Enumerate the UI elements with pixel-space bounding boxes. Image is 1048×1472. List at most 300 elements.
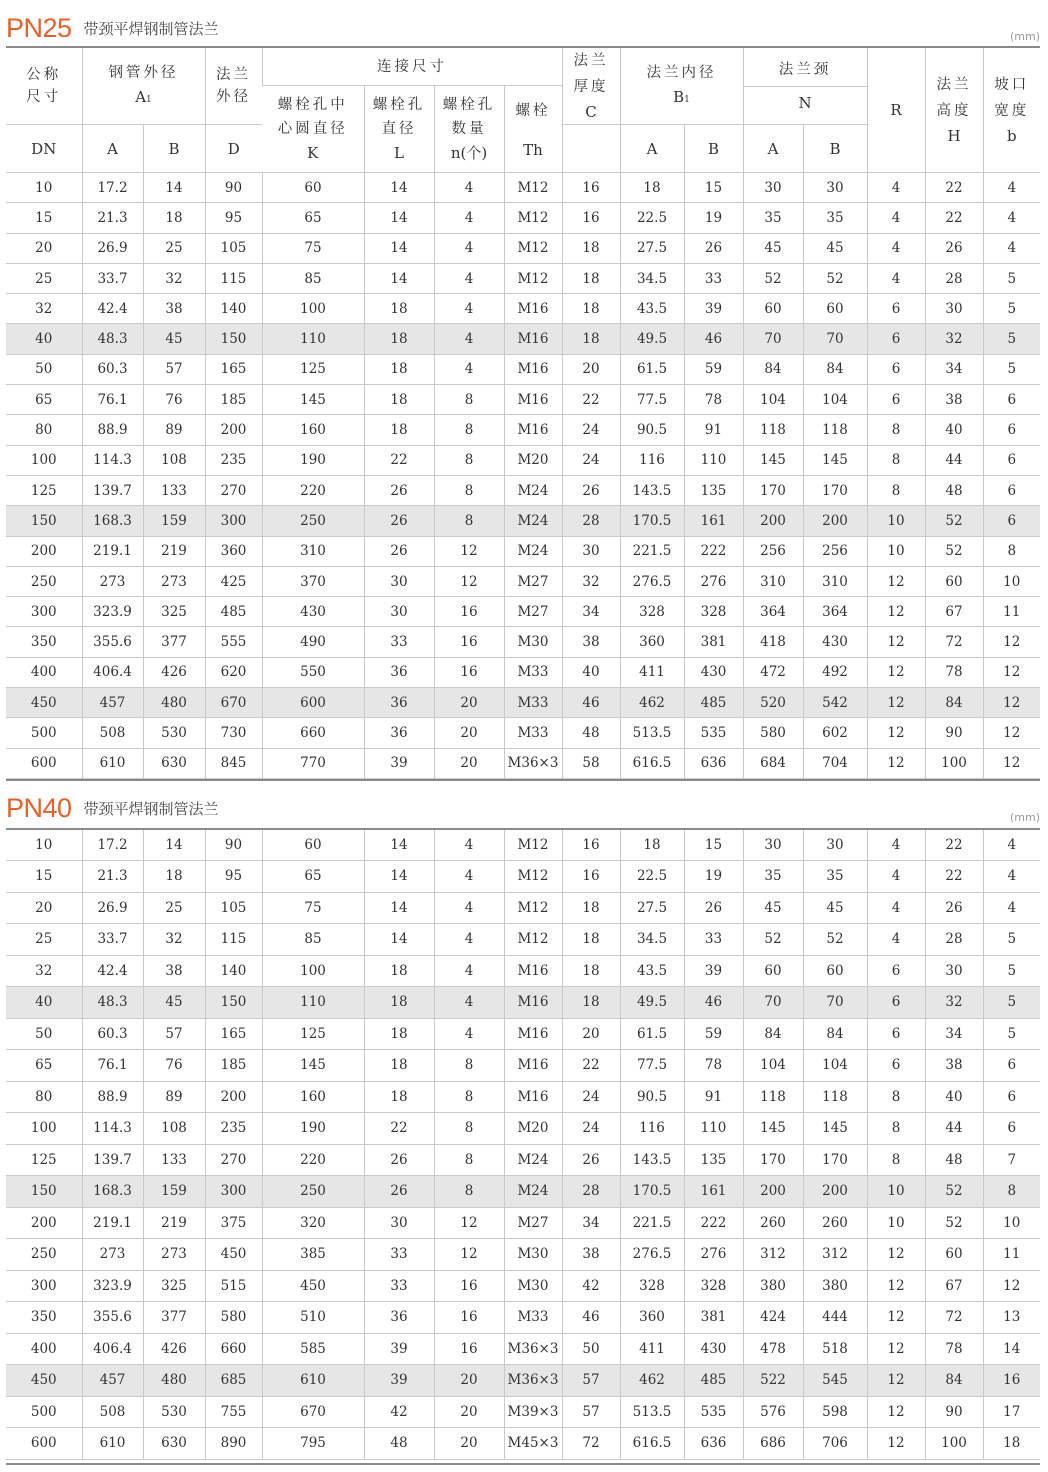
table-cell: 12 bbox=[867, 566, 925, 596]
table-cell: 14 bbox=[364, 861, 434, 893]
table-cell: M33 bbox=[504, 657, 562, 687]
table-cell: 18 bbox=[364, 1018, 434, 1050]
table-cell: 50 bbox=[6, 354, 82, 384]
table-cell: 580 bbox=[743, 718, 803, 748]
col-neck-b: B bbox=[803, 125, 867, 173]
table-cell: 515 bbox=[205, 1270, 262, 1302]
table-cell: 580 bbox=[205, 1302, 262, 1334]
table-cell: 450 bbox=[6, 1365, 82, 1397]
table-row bbox=[6, 1207, 1040, 1239]
table-cell: 36 bbox=[364, 718, 434, 748]
table-cell: 52 bbox=[925, 506, 983, 536]
table-cell: 100 bbox=[262, 955, 364, 987]
table-cell: 22 bbox=[925, 173, 983, 203]
table-cell: 385 bbox=[262, 1239, 364, 1271]
table-cell: 60 bbox=[262, 829, 364, 861]
table-cell: 50 bbox=[6, 1018, 82, 1050]
table-cell: 8 bbox=[434, 506, 504, 536]
table-cell: 26 bbox=[925, 233, 983, 263]
table-cell: 44 bbox=[925, 1113, 983, 1145]
table-cell: 45 bbox=[803, 233, 867, 263]
table-cell: 4 bbox=[867, 203, 925, 233]
table-cell: M16 bbox=[504, 385, 562, 415]
table-cell: M12 bbox=[504, 263, 562, 293]
table-cell: 270 bbox=[205, 475, 262, 505]
table-cell: 30 bbox=[364, 597, 434, 627]
col-pipe-b: B bbox=[143, 125, 205, 173]
table-cell: 150 bbox=[6, 506, 82, 536]
table-cell: M27 bbox=[504, 597, 562, 627]
table-cell: 500 bbox=[6, 718, 82, 748]
table-cell: 250 bbox=[6, 1239, 82, 1271]
table-cell: 22 bbox=[562, 385, 620, 415]
table-cell: 585 bbox=[262, 1333, 364, 1365]
table-cell: 6 bbox=[867, 354, 925, 384]
table-cell: 20 bbox=[434, 1365, 504, 1397]
table-cell: 139.7 bbox=[82, 475, 143, 505]
table-cell: 22 bbox=[364, 1113, 434, 1145]
table-cell: 145 bbox=[262, 385, 364, 415]
table-cell: M24 bbox=[504, 475, 562, 505]
table-cell: 104 bbox=[743, 1050, 803, 1082]
table-cell: 61.5 bbox=[620, 354, 684, 384]
table-cell: 576 bbox=[743, 1396, 803, 1428]
table-cell: 30 bbox=[364, 566, 434, 596]
table-cell: 52 bbox=[925, 536, 983, 566]
table-cell: 7 bbox=[983, 1144, 1040, 1176]
table-cell: 276.5 bbox=[620, 1239, 684, 1271]
table-cell: 60 bbox=[803, 294, 867, 324]
table-cell: 57 bbox=[143, 354, 205, 384]
table-cell: 5 bbox=[983, 924, 1040, 956]
table-cell: 11 bbox=[983, 597, 1040, 627]
table-cell: M30 bbox=[504, 627, 562, 657]
table-cell: 89 bbox=[143, 1081, 205, 1113]
table-cell: 704 bbox=[803, 748, 867, 778]
table-cell: 100 bbox=[925, 1428, 983, 1460]
table-cell: 220 bbox=[262, 475, 364, 505]
table-cell: 116 bbox=[620, 1113, 684, 1145]
table-cell: 40 bbox=[925, 415, 983, 445]
table-cell: M45×3 bbox=[504, 1428, 562, 1460]
col-flange-thickness: 法兰 厚度 C bbox=[562, 47, 620, 125]
table-cell: 161 bbox=[684, 1176, 743, 1208]
table-cell: 6 bbox=[867, 987, 925, 1019]
table-cell: 20 bbox=[434, 748, 504, 778]
table-cell: 12 bbox=[867, 748, 925, 778]
table-cell: 18 bbox=[620, 173, 684, 203]
table-cell: 105 bbox=[205, 892, 262, 924]
section-subtitle: 带颈平焊钢制管法兰 bbox=[83, 20, 219, 38]
table-cell: 10 bbox=[6, 829, 82, 861]
table-cell: 22.5 bbox=[620, 861, 684, 893]
table-row bbox=[6, 263, 1040, 293]
table-cell: 4 bbox=[434, 354, 504, 384]
table-cell: 8 bbox=[983, 536, 1040, 566]
table-cell: 160 bbox=[262, 1081, 364, 1113]
table-cell: 364 bbox=[803, 597, 867, 627]
table-cell: 26 bbox=[684, 892, 743, 924]
table-cell: 26.9 bbox=[82, 233, 143, 263]
table-cell: 355.6 bbox=[82, 1302, 143, 1334]
table-cell: 22 bbox=[925, 861, 983, 893]
table-cell: 33 bbox=[364, 627, 434, 657]
table-cell: 610 bbox=[82, 1428, 143, 1460]
col-id-a: A bbox=[620, 125, 684, 173]
table-cell: 8 bbox=[867, 445, 925, 475]
table-cell: 12 bbox=[434, 1207, 504, 1239]
table-cell: 33 bbox=[684, 263, 743, 293]
unit-label: (mm) bbox=[1009, 811, 1040, 824]
table-cell: 18 bbox=[562, 233, 620, 263]
table-cell: 14 bbox=[364, 829, 434, 861]
table-cell: 140 bbox=[205, 955, 262, 987]
table-cell: 100 bbox=[6, 445, 82, 475]
table-cell: 22 bbox=[562, 1050, 620, 1082]
table-cell: 6 bbox=[983, 1081, 1040, 1113]
col-pipe-a: A bbox=[82, 125, 143, 173]
table-cell: 18 bbox=[364, 987, 434, 1019]
table-cell: 4 bbox=[867, 263, 925, 293]
col-c-empty bbox=[562, 125, 620, 173]
table-cell: 104 bbox=[803, 1050, 867, 1082]
table-cell: 170 bbox=[803, 475, 867, 505]
table-cell: 40 bbox=[925, 1081, 983, 1113]
table-cell: 360 bbox=[205, 536, 262, 566]
table-cell: 636 bbox=[684, 1428, 743, 1460]
table-cell: 65 bbox=[6, 385, 82, 415]
table-cell: 18 bbox=[364, 324, 434, 354]
table-cell: 38 bbox=[925, 1050, 983, 1082]
table-row bbox=[6, 324, 1040, 354]
table-cell: 84 bbox=[925, 1365, 983, 1397]
table-cell: 6 bbox=[983, 445, 1040, 475]
table-row bbox=[6, 748, 1040, 778]
table-cell: 32 bbox=[925, 987, 983, 1019]
table-cell: 90.5 bbox=[620, 415, 684, 445]
table-cell: 78 bbox=[925, 1333, 983, 1365]
table-cell: 12 bbox=[867, 1365, 925, 1397]
table-cell: 6 bbox=[983, 506, 1040, 536]
table-cell: 17 bbox=[983, 1396, 1040, 1428]
table-cell: 490 bbox=[262, 627, 364, 657]
table-cell: 310 bbox=[803, 566, 867, 596]
table-cell: 235 bbox=[205, 1113, 262, 1145]
table-row bbox=[6, 354, 1040, 384]
table-cell: 480 bbox=[143, 688, 205, 718]
table-cell: 660 bbox=[205, 1333, 262, 1365]
table-cell: 76.1 bbox=[82, 1050, 143, 1082]
table-cell: 770 bbox=[262, 748, 364, 778]
table-cell: 485 bbox=[205, 597, 262, 627]
table-cell: 35 bbox=[743, 203, 803, 233]
table-row bbox=[6, 203, 1040, 233]
table-cell: 17.2 bbox=[82, 173, 143, 203]
table-cell: 110 bbox=[262, 324, 364, 354]
table-cell: 18 bbox=[562, 955, 620, 987]
table-cell: 310 bbox=[262, 536, 364, 566]
table-cell: 72 bbox=[925, 627, 983, 657]
table-cell: 5 bbox=[983, 987, 1040, 1019]
table-cell: 325 bbox=[143, 1270, 205, 1302]
table-bottom-rule bbox=[6, 1463, 1040, 1465]
table-cell: 14 bbox=[364, 203, 434, 233]
table-cell: 260 bbox=[803, 1207, 867, 1239]
table-cell: M24 bbox=[504, 1176, 562, 1208]
table-cell: 616.5 bbox=[620, 1428, 684, 1460]
table-cell: 18 bbox=[562, 987, 620, 1019]
table-cell: 360 bbox=[620, 627, 684, 657]
table-cell: 24 bbox=[562, 1081, 620, 1113]
table-cell: 18 bbox=[364, 415, 434, 445]
table-cell: 18 bbox=[364, 294, 434, 324]
table-cell: 12 bbox=[867, 1428, 925, 1460]
table-cell: 492 bbox=[803, 657, 867, 687]
table-cell: 14 bbox=[983, 1333, 1040, 1365]
table-cell: 200 bbox=[803, 1176, 867, 1208]
col-dn: DN bbox=[6, 125, 82, 173]
table-cell: 52 bbox=[925, 1207, 983, 1239]
table-cell: 20 bbox=[434, 718, 504, 748]
table-cell: 34 bbox=[562, 597, 620, 627]
table-cell: 16 bbox=[434, 627, 504, 657]
table-cell: 88.9 bbox=[82, 415, 143, 445]
table-cell: 462 bbox=[620, 688, 684, 718]
table-row bbox=[6, 1144, 1040, 1176]
table-cell: M16 bbox=[504, 955, 562, 987]
table-cell: 20 bbox=[562, 354, 620, 384]
table-cell: 8 bbox=[867, 1081, 925, 1113]
table-cell: M33 bbox=[504, 718, 562, 748]
table-cell: 118 bbox=[803, 415, 867, 445]
table-cell: 161 bbox=[684, 506, 743, 536]
table-cell: 125 bbox=[6, 1144, 82, 1176]
table-cell: 85 bbox=[262, 924, 364, 956]
col-flange-od: 法兰 外径 bbox=[205, 47, 262, 125]
table-cell: 12 bbox=[867, 1396, 925, 1428]
table-cell: M12 bbox=[504, 829, 562, 861]
table-cell: 4 bbox=[434, 324, 504, 354]
table-cell: 28 bbox=[925, 924, 983, 956]
table-cell: 52 bbox=[743, 263, 803, 293]
table-row bbox=[6, 1333, 1040, 1365]
col-connection: 连接尺寸 bbox=[262, 47, 562, 85]
table-cell: M24 bbox=[504, 506, 562, 536]
table-cell: 200 bbox=[6, 1207, 82, 1239]
table-cell: 10 bbox=[867, 1207, 925, 1239]
table-cell: 24 bbox=[562, 1113, 620, 1145]
table-cell: 6 bbox=[867, 1018, 925, 1050]
table-cell: 84 bbox=[803, 1018, 867, 1050]
table-cell: 43.5 bbox=[620, 294, 684, 324]
table-cell: 44 bbox=[925, 445, 983, 475]
table-cell: 890 bbox=[205, 1428, 262, 1460]
table-cell: 350 bbox=[6, 1302, 82, 1334]
table-cell: 65 bbox=[262, 203, 364, 233]
table-cell: 33.7 bbox=[82, 263, 143, 293]
table-cell: 18 bbox=[364, 1081, 434, 1113]
table-cell: 670 bbox=[205, 688, 262, 718]
table-cell: 6 bbox=[867, 955, 925, 987]
table-cell: 480 bbox=[143, 1365, 205, 1397]
table-cell: 170.5 bbox=[620, 1176, 684, 1208]
table-row bbox=[6, 1018, 1040, 1050]
table-cell: M30 bbox=[504, 1270, 562, 1302]
table-cell: 48.3 bbox=[82, 324, 143, 354]
table-cell: 78 bbox=[684, 385, 743, 415]
table-cell: 38 bbox=[925, 385, 983, 415]
table-cell: 12 bbox=[983, 657, 1040, 687]
table-cell: 70 bbox=[743, 987, 803, 1019]
table-cell: 105 bbox=[205, 233, 262, 263]
table-cell: 20 bbox=[6, 233, 82, 263]
table-cell: 312 bbox=[743, 1239, 803, 1271]
table-cell: 4 bbox=[867, 233, 925, 263]
table-cell: 36 bbox=[364, 688, 434, 718]
table-cell: 42.4 bbox=[82, 294, 143, 324]
table-cell: 22 bbox=[364, 445, 434, 475]
table-cell: 72 bbox=[925, 1302, 983, 1334]
table-cell: 104 bbox=[743, 385, 803, 415]
table-cell: 46 bbox=[562, 688, 620, 718]
table-cell: 36 bbox=[364, 1302, 434, 1334]
table-cell: 513.5 bbox=[620, 1396, 684, 1428]
table-cell: 273 bbox=[143, 1239, 205, 1271]
table-cell: 12 bbox=[867, 627, 925, 657]
table-cell: 630 bbox=[143, 748, 205, 778]
table-cell: 472 bbox=[743, 657, 803, 687]
table-cell: 145 bbox=[743, 1113, 803, 1145]
table-cell: 28 bbox=[562, 506, 620, 536]
table-cell: 30 bbox=[925, 955, 983, 987]
table-cell: 15 bbox=[6, 861, 82, 893]
table-cell: 4 bbox=[983, 892, 1040, 924]
table-cell: 430 bbox=[262, 597, 364, 627]
table-cell: 48.3 bbox=[82, 987, 143, 1019]
table-cell: 145 bbox=[262, 1050, 364, 1082]
table-cell: 4 bbox=[983, 861, 1040, 893]
table-cell: 18 bbox=[364, 955, 434, 987]
table-cell: 125 bbox=[6, 475, 82, 505]
table-cell: M27 bbox=[504, 566, 562, 596]
table-cell: 300 bbox=[6, 1270, 82, 1302]
table-cell: 220 bbox=[262, 1144, 364, 1176]
table-cell: 444 bbox=[803, 1302, 867, 1334]
table-cell: 478 bbox=[743, 1333, 803, 1365]
table-cell: 61.5 bbox=[620, 1018, 684, 1050]
table-cell: 160 bbox=[262, 415, 364, 445]
table-cell: 12 bbox=[983, 1270, 1040, 1302]
table-cell: 620 bbox=[205, 657, 262, 687]
table-cell: 32 bbox=[6, 955, 82, 987]
table-cell: 35 bbox=[803, 861, 867, 893]
table-cell: 40 bbox=[562, 657, 620, 687]
table-cell: 25 bbox=[143, 233, 205, 263]
table-cell: 48 bbox=[925, 1144, 983, 1176]
table-cell: 20 bbox=[6, 892, 82, 924]
table-cell: 32 bbox=[6, 294, 82, 324]
table-cell: 65 bbox=[6, 1050, 82, 1082]
table-cell: 185 bbox=[205, 1050, 262, 1082]
table-cell: 370 bbox=[262, 566, 364, 596]
table-cell: 426 bbox=[143, 657, 205, 687]
table-cell: 60 bbox=[803, 955, 867, 987]
col-nominal-size: 公称 尺寸 bbox=[6, 47, 82, 125]
table-cell: 222 bbox=[684, 536, 743, 566]
table-cell: 39 bbox=[364, 1365, 434, 1397]
table-cell: 52 bbox=[743, 924, 803, 956]
table-row bbox=[6, 415, 1040, 445]
table-cell: 170 bbox=[803, 1144, 867, 1176]
table-cell: 4 bbox=[867, 892, 925, 924]
table-cell: 110 bbox=[684, 445, 743, 475]
table-cell: 10 bbox=[983, 1207, 1040, 1239]
table-cell: 276 bbox=[684, 566, 743, 596]
table-cell: 8 bbox=[434, 1176, 504, 1208]
table-cell: 77.5 bbox=[620, 1050, 684, 1082]
table-cell: 42 bbox=[562, 1270, 620, 1302]
table-row bbox=[6, 536, 1040, 566]
table-cell: 39 bbox=[684, 294, 743, 324]
table-cell: 6 bbox=[983, 1113, 1040, 1145]
table-cell: 4 bbox=[434, 203, 504, 233]
table-row bbox=[6, 718, 1040, 748]
col-neck-a: A bbox=[743, 125, 803, 173]
table-cell: 4 bbox=[983, 203, 1040, 233]
table-cell: 4 bbox=[434, 987, 504, 1019]
table-cell: 100 bbox=[262, 294, 364, 324]
table-cell: 670 bbox=[262, 1396, 364, 1428]
table-cell: 150 bbox=[6, 1176, 82, 1208]
table-cell: 616.5 bbox=[620, 748, 684, 778]
table-cell: M12 bbox=[504, 173, 562, 203]
table-cell: 185 bbox=[205, 385, 262, 415]
table-cell: 48 bbox=[364, 1428, 434, 1460]
table-row bbox=[6, 1081, 1040, 1113]
table-cell: 80 bbox=[6, 1081, 82, 1113]
table-cell: 5 bbox=[983, 263, 1040, 293]
table-cell: M36×3 bbox=[504, 748, 562, 778]
table-cell: 380 bbox=[743, 1270, 803, 1302]
table-cell: 450 bbox=[262, 1270, 364, 1302]
table-cell: 150 bbox=[205, 987, 262, 1019]
table-cell: 430 bbox=[803, 627, 867, 657]
table-cell: 530 bbox=[143, 718, 205, 748]
table-row bbox=[6, 987, 1040, 1019]
table-cell: 8 bbox=[434, 1144, 504, 1176]
table-cell: 60.3 bbox=[82, 1018, 143, 1050]
table-cell: 8 bbox=[434, 415, 504, 445]
table-cell: 16 bbox=[434, 1333, 504, 1365]
table-cell: 19 bbox=[684, 203, 743, 233]
table-cell: M16 bbox=[504, 1081, 562, 1113]
table-cell: 508 bbox=[82, 718, 143, 748]
table-cell: 706 bbox=[803, 1428, 867, 1460]
table-cell: 219 bbox=[143, 1207, 205, 1239]
table-cell: M27 bbox=[504, 1207, 562, 1239]
table-row bbox=[6, 1365, 1040, 1397]
table-cell: 33 bbox=[364, 1239, 434, 1271]
table-cell: 4 bbox=[434, 924, 504, 956]
section-subtitle: 带颈平焊钢制管法兰 bbox=[83, 800, 219, 818]
table-row bbox=[6, 924, 1040, 956]
table-cell: 328 bbox=[684, 597, 743, 627]
table-cell: 12 bbox=[434, 536, 504, 566]
table-cell: 45 bbox=[803, 892, 867, 924]
table-cell: 381 bbox=[684, 1302, 743, 1334]
table-cell: 20 bbox=[434, 688, 504, 718]
table-cell: 12 bbox=[867, 1239, 925, 1271]
